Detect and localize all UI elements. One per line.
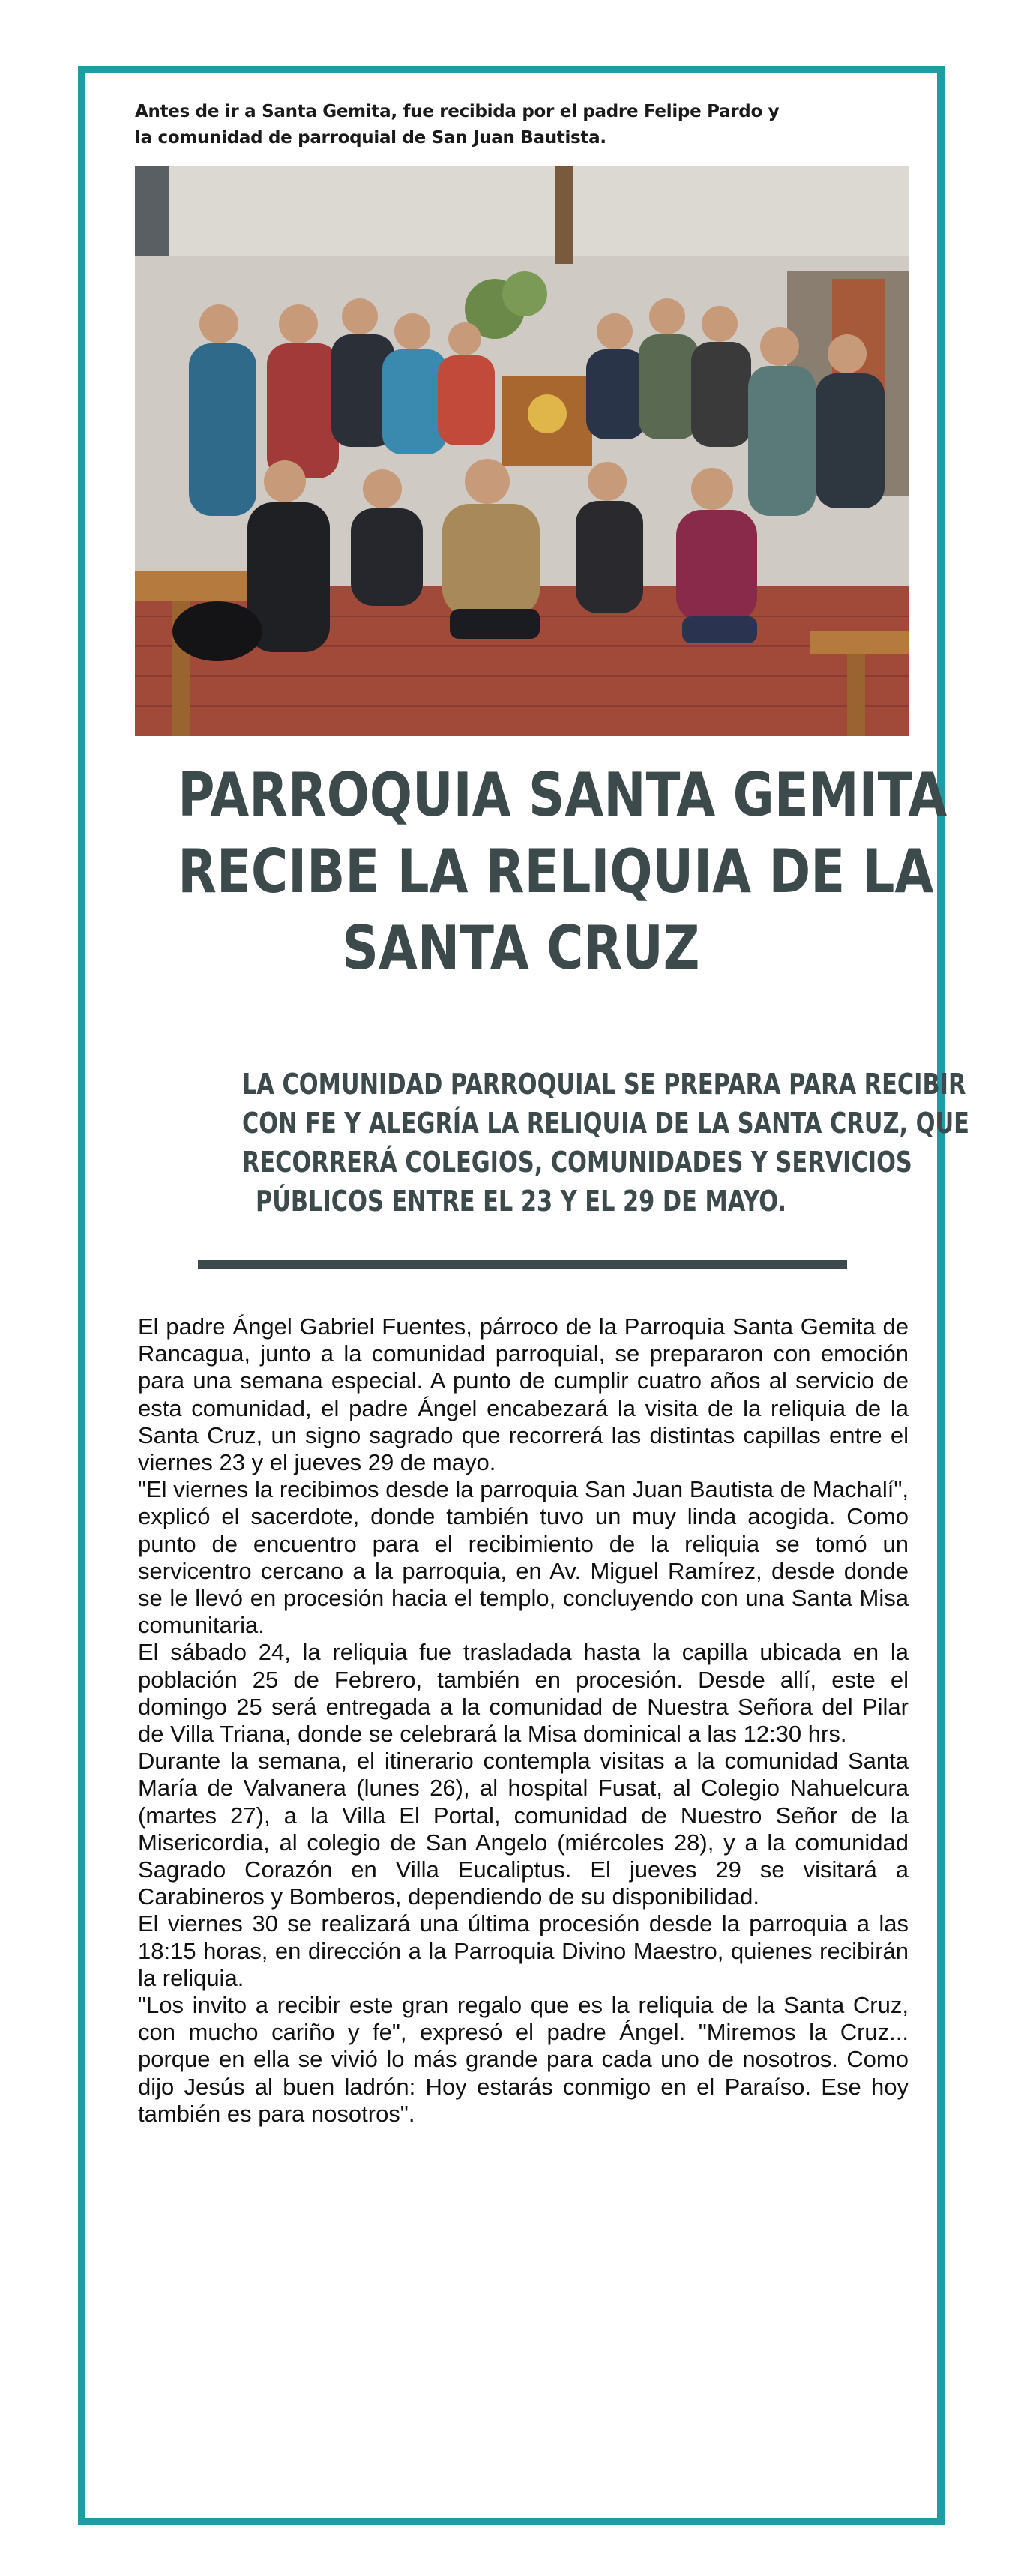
- subheadline-line: LA COMUNIDAD PARROQUIAL SE PREPARA PARA RECIBIR: [242, 1068, 966, 1101]
- body-paragraph: El padre Ángel Gabriel Fuentes, párroco de la Parroquia Santa Gemita de Rancagua, junto a la comunidad parroquial, se prepararon con emoción para una semana especial. A punto de cumplir cuatro años al servicio de esta comunidad, el padre Ángel encabezará la visita de la reliquia de la Santa Cruz, un signo sagrado que recorrerá las distintas capillas entre el viernes 23 y el jueves 29 de mayo.: [138, 1313, 909, 1476]
- subheadline-line: PÚBLICOS ENTRE EL 23 Y EL 29 DE MAYO.: [255, 1185, 787, 1218]
- group-photo: [135, 166, 909, 736]
- article-body: [138, 1313, 909, 2128]
- body-paragraph: "El viernes la recibimos desde la parroquia San Juan Bautista de Machalí", explicó el sacerdote, donde también tuvo un muy linda acogida. Como punto de encuentro para el recibimiento de la reliquia se tomó un servicentro cercano a la parroquia, en Av. Miguel Ramírez, desde donde se le llevó en procesión hacia el templo, concluyendo con una Santa Misa comunitaria.: [138, 1476, 909, 1639]
- group-photo-image: [135, 166, 909, 736]
- headline-line: SANTA CRUZ: [342, 913, 700, 983]
- headline-line: PARROQUIA SANTA GEMITA: [178, 760, 948, 830]
- body-paragraph: El viernes 30 se realizará una última procesión desde la parroquia a las 18:15 horas, en dirección a la Parroquia Divino Maestro, quienes recibirán la reliquia.: [138, 1910, 909, 1991]
- subheadline: [242, 1065, 969, 1221]
- divider-rule: [198, 1260, 847, 1269]
- headline: [178, 757, 948, 987]
- body-paragraph: Durante la semana, el itinerario contempla visitas a la comunidad Santa María de Valvanera (lunes 26), al hospital Fusat, al Colegio Nahuelcura (martes 27), a la Villa El Portal, comunidad de Nuestro Señor de la Misericordia, al colegio de San Angelo (miércoles 28), y a la comunidad Sagrado Corazón en Villa Eucaliptus. El jueves 29 se visitará a Carabineros y Bomberos, dependiendo de su disponibilidad.: [138, 1748, 909, 1910]
- subheadline-line: CON FE Y ALEGRÍA LA RELIQUIA DE LA SANTA CRUZ, QUE: [242, 1107, 969, 1140]
- body-paragraph: El sábado 24, la reliquia fue trasladada hasta la capilla ubicada en la población 25 de Febrero, también en procesión. Desde allí, este el domingo 25 será entregada a la comunidad de Nuestra Señora del Pilar de Villa Triana, donde se celebrará la Misa dominical a las 12:30 hrs.: [138, 1639, 909, 1748]
- headline-line: RECIBE LA RELIQUIA DE LA: [178, 837, 934, 906]
- body-paragraph: "Los invito a recibir este gran regalo que es la reliquia de la Santa Cruz, con mucho cariño y fe", expresó el padre Ángel. "Miremos la Cruz... porque en ella se vivió lo más grande para cada uno de nosotros. Como dijo Jesús al buen ladrón: Hoy estarás conmigo en el Paraíso. Ese hoy también es para nosotros".: [138, 1992, 909, 2127]
- subheadline-line: RECORRERÁ COLEGIOS, COMUNIDADES Y SERVICIOS: [242, 1146, 912, 1179]
- photo-caption: Antes de ir a Santa Gemita, fue recibida por el padre Felipe Pardo y la comunidad de parroquial de San Juan Bautista.: [135, 102, 780, 148]
